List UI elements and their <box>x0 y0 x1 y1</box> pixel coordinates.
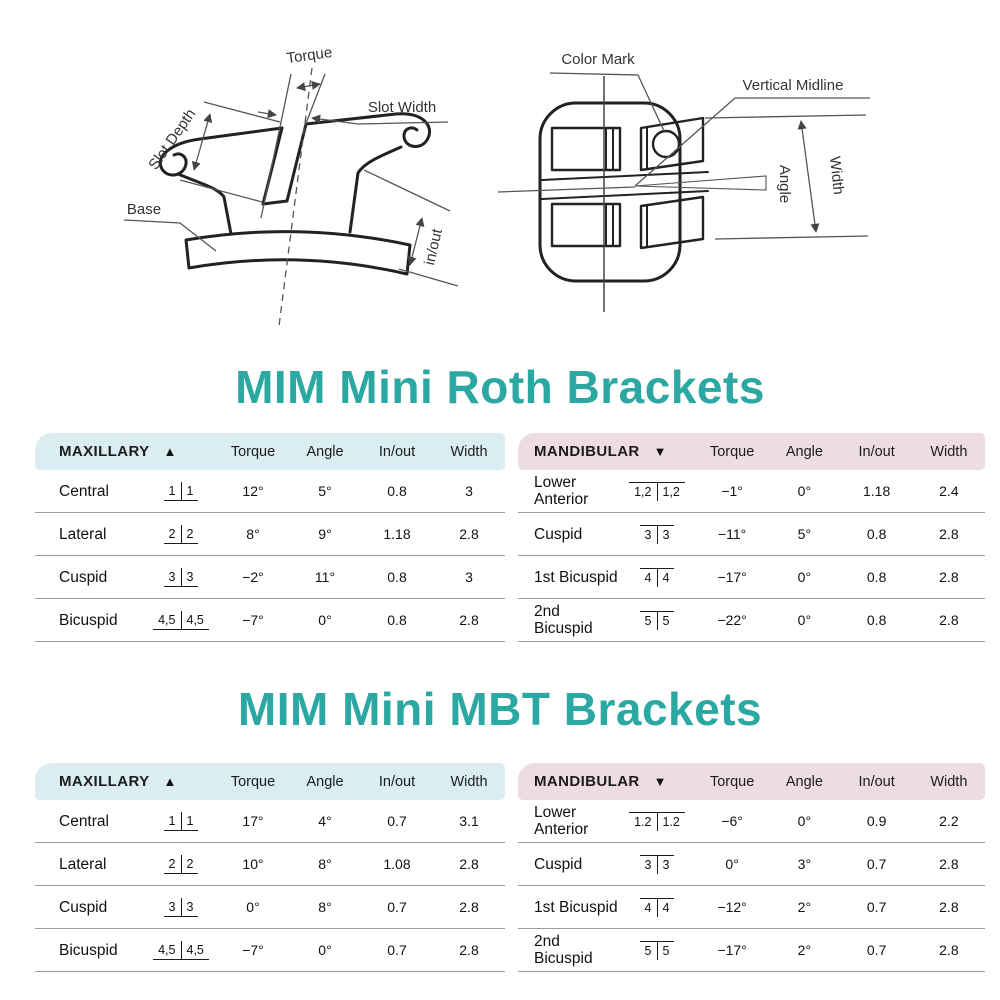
notation-left: 1,2 <box>634 484 652 499</box>
torque-dimension-arrow <box>297 84 320 88</box>
torque-value: 10° <box>242 856 264 872</box>
torque-reference-line <box>261 74 291 218</box>
notation-right: 4 <box>657 899 675 917</box>
maxillary-header-label: MAXILLARY <box>59 773 150 790</box>
notation-right: 3 <box>657 526 675 544</box>
maxillary-header <box>35 773 217 790</box>
notation-left: 2 <box>168 856 176 871</box>
width-value: 2.8 <box>459 612 479 628</box>
bottom-right-wing-shape <box>641 197 703 248</box>
width-value: 2.4 <box>939 483 959 499</box>
in-out-guide-top <box>364 170 450 211</box>
slot-depth-dimension-arrow <box>194 114 210 170</box>
tooth-type-label: Lower Anterior <box>534 474 589 508</box>
notation-left: 1 <box>168 813 176 828</box>
column-header-angle: Angle <box>306 773 344 790</box>
maxillary-header-label: MAXILLARY <box>59 443 150 460</box>
palmer-notation <box>145 568 217 587</box>
table-row <box>35 800 505 843</box>
notation-left: 4,5 <box>158 942 176 957</box>
torque-value: 0° <box>246 899 260 915</box>
tooth-type-label: Cuspid <box>534 525 583 543</box>
tooth-type-label: 2nd Bicuspid <box>534 603 593 637</box>
table-row <box>518 513 985 556</box>
mbt-maxillary-table <box>35 763 505 972</box>
tooth-type-label: Bicuspid <box>59 611 118 629</box>
inout-value: 1.18 <box>863 483 891 499</box>
width-value: 2.2 <box>939 813 959 829</box>
notation-right: 4 <box>657 569 675 587</box>
notation-left: 3 <box>168 569 176 584</box>
inout-value: 0.7 <box>866 899 887 915</box>
inout-value: 0.8 <box>387 612 407 628</box>
angle-value: 11° <box>314 569 336 585</box>
width-value: 3 <box>465 483 473 499</box>
table-header-row <box>35 763 505 800</box>
mandibular-header <box>518 443 696 460</box>
torque-value: −2° <box>242 569 264 585</box>
width-value: 2.8 <box>459 526 479 542</box>
palmer-notation <box>145 812 217 831</box>
tooth-type-label: Cuspid <box>59 898 108 916</box>
width-value: 2.8 <box>939 856 959 872</box>
palmer-notation <box>618 941 696 960</box>
width-value: 2.8 <box>939 569 959 585</box>
palmer-notation <box>618 611 696 630</box>
bottom-left-wing-shape <box>552 204 620 246</box>
notation-right: 5 <box>657 612 675 630</box>
notation-right: 3 <box>181 898 199 916</box>
horizontal-reference-line <box>498 187 635 192</box>
palmer-notation <box>145 941 217 960</box>
slot-depth-guide-bottom <box>180 180 262 202</box>
palmer-notation <box>145 525 217 544</box>
torque-value: −1° <box>721 483 743 499</box>
angle-value: 0° <box>318 612 332 628</box>
notation-right: 2 <box>181 525 199 543</box>
palmer-notation <box>618 525 696 544</box>
width-value: 2.8 <box>459 856 479 872</box>
column-header-torque: Torque <box>230 443 276 460</box>
inout-value: 0.7 <box>387 899 407 915</box>
table-row <box>518 556 985 599</box>
palmer-notation <box>145 898 217 917</box>
notation-left: 4 <box>644 900 652 915</box>
mandibular-header-label: MANDIBULAR <box>534 443 640 460</box>
width-value: 3.1 <box>459 813 479 829</box>
notation-right: 3 <box>181 568 199 586</box>
left-stem-outline <box>178 174 231 234</box>
width-value: 2.8 <box>459 942 479 958</box>
mandibular-header-label: MANDIBULAR <box>534 773 640 790</box>
vertical-midline-label: Vertical Midline <box>742 77 844 94</box>
column-header-width: Width <box>450 443 488 460</box>
angle-value: 4° <box>318 813 332 829</box>
inout-value: 0.7 <box>387 813 407 829</box>
tooth-type-label: Cuspid <box>534 855 583 873</box>
notation-right: 5 <box>657 942 675 960</box>
torque-value: −11° <box>717 526 747 542</box>
column-header-inout: In/out <box>858 773 895 790</box>
column-header-angle: Angle <box>785 443 823 460</box>
inout-value: 1.18 <box>383 526 411 542</box>
notation-right: 2 <box>181 855 199 873</box>
column-header-torque: Torque <box>709 443 755 460</box>
triangle-up-icon: ▲ <box>163 774 177 789</box>
notation-right: 4,5 <box>181 941 209 959</box>
angle-wedge-shape <box>635 176 766 190</box>
notation-left: 3 <box>168 899 176 914</box>
table-row <box>35 470 505 513</box>
palmer-notation <box>145 855 217 874</box>
base-label: Base <box>126 201 162 218</box>
column-header-width: Width <box>450 773 488 790</box>
palmer-notation <box>618 568 696 587</box>
column-header-width: Width <box>930 443 968 460</box>
mbt-section-title: MIM Mini MBT Brackets <box>237 683 763 735</box>
maxillary-header <box>35 443 217 460</box>
tooth-type-label: 1st Bicuspid <box>534 898 618 916</box>
inout-value: 0.8 <box>387 569 407 585</box>
triangle-down-icon: ▼ <box>653 444 667 459</box>
in-out-dimension-arrow <box>410 218 422 265</box>
tooth-type-label: Central <box>59 812 109 830</box>
palmer-notation <box>618 812 696 831</box>
angle-value: 5° <box>797 526 812 542</box>
top-left-wing-shape <box>552 128 620 170</box>
width-value: 2.8 <box>939 612 959 628</box>
palmer-notation <box>618 898 696 917</box>
torque-value: −17° <box>717 569 747 585</box>
right-stem-outline <box>350 147 401 232</box>
angle-value: 3° <box>797 856 812 872</box>
notation-left: 1.2 <box>634 814 652 829</box>
tooth-type-label: Lower Anterior <box>534 804 589 838</box>
mandibular-header <box>518 773 696 790</box>
torque-value: −7° <box>242 942 264 958</box>
width-value: 2.8 <box>939 526 959 542</box>
table-row <box>518 800 985 843</box>
slot-width-label: Slot Width <box>367 99 437 116</box>
table-header-row <box>518 433 985 470</box>
tooth-type-label: Bicuspid <box>59 941 118 959</box>
torque-value: −17° <box>717 942 747 958</box>
triangle-down-icon: ▼ <box>653 774 667 789</box>
base-plate-shape <box>186 232 410 274</box>
width-label: Width <box>826 155 847 196</box>
table-row <box>35 843 505 886</box>
angle-value: 2° <box>797 899 812 915</box>
column-header-inout: In/out <box>858 443 895 460</box>
tooth-type-label: 2nd Bicuspid <box>534 933 593 967</box>
table-row <box>35 929 505 972</box>
inout-value: 0.8 <box>866 612 887 628</box>
notation-left: 3 <box>644 857 652 872</box>
palmer-notation <box>145 611 217 630</box>
table-row <box>518 929 985 972</box>
width-value: 2.8 <box>459 899 479 915</box>
table-row <box>35 556 505 599</box>
notation-right: 4,5 <box>181 611 209 629</box>
torque-value: −12° <box>717 899 747 915</box>
inout-value: 0.7 <box>866 856 887 872</box>
bracket-front-view-diagram <box>498 18 960 338</box>
table-row <box>518 599 985 642</box>
width-value: 2.8 <box>939 942 959 958</box>
inout-value: 0.7 <box>866 942 887 958</box>
slot-lines <box>542 172 708 199</box>
angle-value: 0° <box>797 813 812 829</box>
inout-value: 1.08 <box>383 856 411 872</box>
torque-value: −7° <box>242 612 264 628</box>
torque-label: Torque <box>285 43 334 68</box>
torque-value: 17° <box>242 813 264 829</box>
column-header-torque: Torque <box>230 773 276 790</box>
angle-value: 0° <box>318 942 332 958</box>
torque-value: 12° <box>242 483 264 499</box>
table-row <box>518 843 985 886</box>
angle-label: Angle <box>776 164 793 204</box>
table-header-row <box>35 433 505 470</box>
torque-value: −6° <box>721 813 743 829</box>
column-header-inout: In/out <box>378 443 416 460</box>
angle-value: 0° <box>797 569 812 585</box>
tooth-type-label: Cuspid <box>59 568 108 586</box>
palmer-notation <box>618 482 696 501</box>
triangle-up-icon: ▲ <box>163 444 177 459</box>
width-value: 2.8 <box>939 899 959 915</box>
column-header-angle: Angle <box>785 773 823 790</box>
notation-left: 3 <box>644 527 652 542</box>
mbt-mandibular-table <box>518 763 985 972</box>
bonding-pad-shape <box>540 103 680 281</box>
width-guide-top <box>705 115 866 118</box>
inout-value: 0.8 <box>866 526 887 542</box>
notation-left: 5 <box>644 613 652 628</box>
angle-value: 8° <box>318 899 332 915</box>
angle-value: 0° <box>797 483 812 499</box>
notation-right: 1 <box>181 482 199 500</box>
tooth-type-label: Lateral <box>59 855 107 873</box>
notation-right: 1 <box>181 812 199 830</box>
color-mark-label: Color Mark <box>561 51 635 68</box>
inout-value: 0.8 <box>387 483 407 499</box>
base-leader-line <box>124 220 216 251</box>
angle-value: 5° <box>318 483 332 499</box>
slot-width-left-arrow <box>258 112 276 115</box>
right-tie-wing-outline <box>306 114 430 147</box>
tooth-type-label: Lateral <box>59 525 107 543</box>
slot-width-leader-line <box>312 118 448 124</box>
in-out-guide-bottom <box>399 269 458 286</box>
top-right-wing-shape <box>641 118 703 170</box>
notation-left: 2 <box>168 526 176 541</box>
table-row <box>518 470 985 513</box>
torque-value: −22° <box>717 612 747 628</box>
table-header-row <box>518 763 985 800</box>
table-row <box>518 886 985 929</box>
roth-maxillary-table <box>35 433 505 642</box>
roth-mandibular-table <box>518 433 985 642</box>
bottom-left-wing-detail-lines <box>606 204 613 246</box>
angle-value: 0° <box>797 612 812 628</box>
palmer-notation <box>618 855 696 874</box>
tooth-type-label: Central <box>59 482 109 500</box>
table-row <box>35 599 505 642</box>
tooth-type-label: 1st Bicuspid <box>534 568 618 586</box>
angle-value: 8° <box>318 856 332 872</box>
width-guide-bottom <box>715 236 868 239</box>
in-out-label: in/out <box>421 227 447 267</box>
color-mark-dot <box>653 131 679 157</box>
column-header-torque: Torque <box>709 773 755 790</box>
top-left-wing-detail-lines <box>606 128 613 170</box>
inout-value: 0.9 <box>866 813 887 829</box>
torque-value: 0° <box>725 856 739 872</box>
inout-value: 0.7 <box>387 942 407 958</box>
slot-depth-guide-top <box>204 102 280 122</box>
column-header-width: Width <box>930 773 968 790</box>
notation-left: 1 <box>168 483 176 498</box>
roth-section-title: MIM Mini Roth Brackets <box>235 361 765 413</box>
notation-left: 4,5 <box>158 612 176 627</box>
torque-value: 8° <box>246 526 260 542</box>
width-dimension-arrow <box>801 121 816 232</box>
slot-depth-label: Slot Depth <box>145 105 200 173</box>
column-header-angle: Angle <box>306 443 344 460</box>
notation-right: 1.2 <box>657 813 685 831</box>
column-header-inout: In/out <box>378 773 416 790</box>
notation-right: 1,2 <box>657 483 685 501</box>
bracket-side-view-diagram <box>58 18 498 338</box>
angle-value: 9° <box>318 526 332 542</box>
width-value: 3 <box>465 569 473 585</box>
notation-left: 5 <box>644 943 652 958</box>
inout-value: 0.8 <box>866 569 887 585</box>
notation-left: 4 <box>644 570 652 585</box>
angle-value: 2° <box>797 942 812 958</box>
table-row <box>35 886 505 929</box>
table-row <box>35 513 505 556</box>
notation-right: 3 <box>657 856 675 874</box>
palmer-notation <box>145 482 217 501</box>
